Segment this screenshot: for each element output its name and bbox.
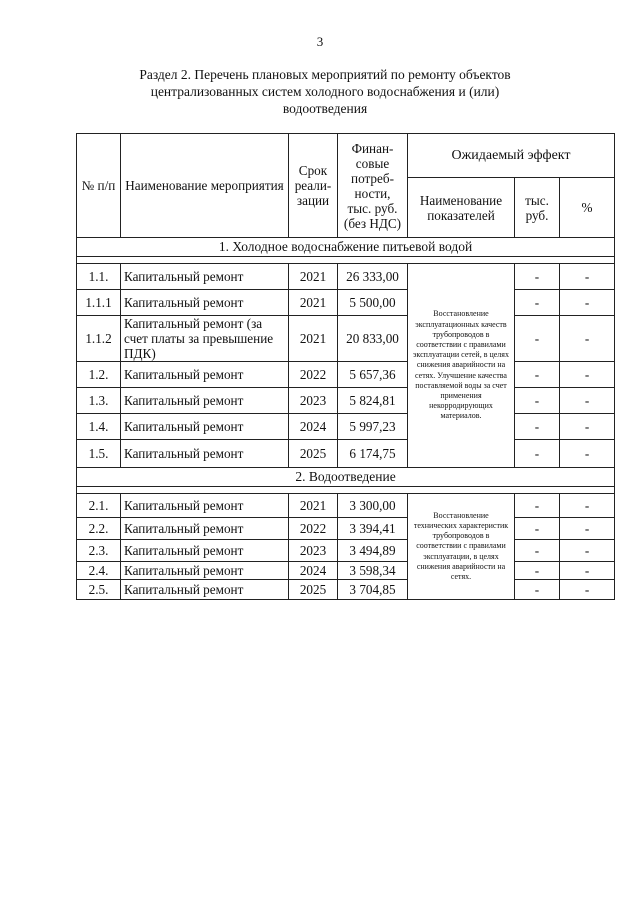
table-row: [77, 388, 615, 414]
section-gap-cell: [77, 257, 615, 264]
row-term: 2024: [289, 414, 338, 440]
section-title: 1. Холодное водоснабжение питьевой водой: [77, 238, 615, 257]
row-activity-name: Капитальный ремонт (за счет платы за превышение ПДК): [121, 316, 289, 362]
row-number: 2.3.: [77, 540, 121, 562]
section-gap: [77, 487, 615, 494]
row-number: 2.4.: [77, 562, 121, 580]
row-effect-thousand: -: [515, 414, 560, 440]
row-activity-name: Капитальный ремонт: [121, 388, 289, 414]
plan-table-body: [77, 238, 615, 600]
row-number: 1.1.2: [77, 316, 121, 362]
row-number: 2.5.: [77, 580, 121, 600]
row-effect-thousand: -: [515, 562, 560, 580]
row-effect-thousand: -: [515, 264, 560, 290]
row-activity-name: Капитальный ремонт: [121, 264, 289, 290]
row-number: 1.1.: [77, 264, 121, 290]
section-gap-cell: [77, 487, 615, 494]
page-title: [120, 66, 530, 117]
header-percent: %: [560, 178, 615, 238]
header-num: № п/п: [77, 134, 121, 238]
row-financial-need: 3 394,41: [338, 518, 408, 540]
row-effect-thousand: -: [515, 388, 560, 414]
row-number: 1.4.: [77, 414, 121, 440]
row-effect-percent: -: [560, 388, 615, 414]
row-financial-need: 5 657,36: [338, 362, 408, 388]
row-number: 1.3.: [77, 388, 121, 414]
row-activity-name: Капитальный ремонт: [121, 518, 289, 540]
section-row: [77, 238, 615, 257]
table-row: [77, 580, 615, 600]
table-row: [77, 494, 615, 518]
header-row: [77, 134, 615, 178]
title-line: централизованных систем холодного водоснабжения и (или): [150, 84, 500, 99]
row-financial-need: 6 174,75: [338, 440, 408, 468]
row-financial-need: 3 598,34: [338, 562, 408, 580]
table-row: [77, 362, 615, 388]
row-term: 2025: [289, 440, 338, 468]
row-term: 2021: [289, 264, 338, 290]
row-financial-need: 3 300,00: [338, 494, 408, 518]
section-gap: [77, 257, 615, 264]
row-term: 2022: [289, 362, 338, 388]
table-row: [77, 290, 615, 316]
row-effect-thousand: -: [515, 540, 560, 562]
row-term: 2024: [289, 562, 338, 580]
row-financial-need: 5 824,81: [338, 388, 408, 414]
row-indicator: Восстановление технических характеристик трубопроводов в соответствии с правилами эксплуатации, в целях снижения аварийности на сетях.: [408, 494, 515, 600]
row-activity-name: Капитальный ремонт: [121, 580, 289, 600]
table-row: [77, 264, 615, 290]
row-financial-need: 5 500,00: [338, 290, 408, 316]
table-row: [77, 562, 615, 580]
row-effect-percent: -: [560, 290, 615, 316]
section-title: 2. Водоотведение: [77, 468, 615, 487]
row-effect-percent: -: [560, 316, 615, 362]
table-row: [77, 540, 615, 562]
row-effect-percent: -: [560, 518, 615, 540]
row-effect-thousand: -: [515, 316, 560, 362]
row-term: 2023: [289, 388, 338, 414]
row-effect-thousand: -: [515, 580, 560, 600]
row-term: 2021: [289, 494, 338, 518]
plan-table: [76, 133, 615, 600]
row-effect-thousand: -: [515, 362, 560, 388]
row-activity-name: Капитальный ремонт: [121, 362, 289, 388]
row-indicator: Восстановление эксплуатационных качеств трубопроводов в соответствии с правилами эксплуатации сетей, в целях снижения аварийности на сетях. Улучшение качества поставляемой воды за счет применения некорродирующих материалов.: [408, 264, 515, 468]
row-number: 1.5.: [77, 440, 121, 468]
row-effect-percent: -: [560, 264, 615, 290]
row-effect-thousand: -: [515, 494, 560, 518]
row-financial-need: 3 704,85: [338, 580, 408, 600]
section-row: [77, 468, 615, 487]
row-financial-need: 26 333,00: [338, 264, 408, 290]
row-activity-name: Капитальный ремонт: [121, 290, 289, 316]
table-row: [77, 316, 615, 362]
row-effect-percent: -: [560, 414, 615, 440]
row-term: 2022: [289, 518, 338, 540]
row-number: 2.2.: [77, 518, 121, 540]
row-activity-name: Капитальный ремонт: [121, 414, 289, 440]
header-indicator: Наименование показателей: [408, 178, 515, 238]
row-term: 2021: [289, 290, 338, 316]
row-activity-name: Капитальный ремонт: [121, 440, 289, 468]
row-effect-thousand: -: [515, 440, 560, 468]
row-term: 2025: [289, 580, 338, 600]
row-effect-percent: -: [560, 580, 615, 600]
row-activity-name: Капитальный ремонт: [121, 562, 289, 580]
row-effect-thousand: -: [515, 290, 560, 316]
row-financial-need: 20 833,00: [338, 316, 408, 362]
title-line: Раздел 2. Перечень плановых мероприятий по ремонту объектов: [139, 67, 511, 82]
table-row: [77, 414, 615, 440]
row-effect-thousand: -: [515, 518, 560, 540]
title-line: водоотведения: [282, 101, 368, 116]
row-financial-need: 5 997,23: [338, 414, 408, 440]
row-term: 2021: [289, 316, 338, 362]
header-term: Срок реали-зации: [289, 134, 338, 238]
page-number: 3: [316, 34, 324, 49]
row-effect-percent: -: [560, 440, 615, 468]
table-row: [77, 518, 615, 540]
row-effect-percent: -: [560, 540, 615, 562]
row-effect-percent: -: [560, 362, 615, 388]
row-effect-percent: -: [560, 562, 615, 580]
header-effect: Ожидаемый эффект: [408, 134, 615, 178]
row-term: 2023: [289, 540, 338, 562]
row-number: 1.2.: [77, 362, 121, 388]
row-effect-percent: -: [560, 494, 615, 518]
header-name: Наименование мероприятия: [121, 134, 289, 238]
row-number: 2.1.: [77, 494, 121, 518]
row-financial-need: 3 494,89: [338, 540, 408, 562]
row-activity-name: Капитальный ремонт: [121, 540, 289, 562]
table-row: [77, 440, 615, 468]
row-number: 1.1.1: [77, 290, 121, 316]
row-activity-name: Капитальный ремонт: [121, 494, 289, 518]
header-thousand: тыс. руб.: [515, 178, 560, 238]
header-need: Финан-совые потреб-ности, тыс. руб. (без НДС): [338, 134, 408, 238]
